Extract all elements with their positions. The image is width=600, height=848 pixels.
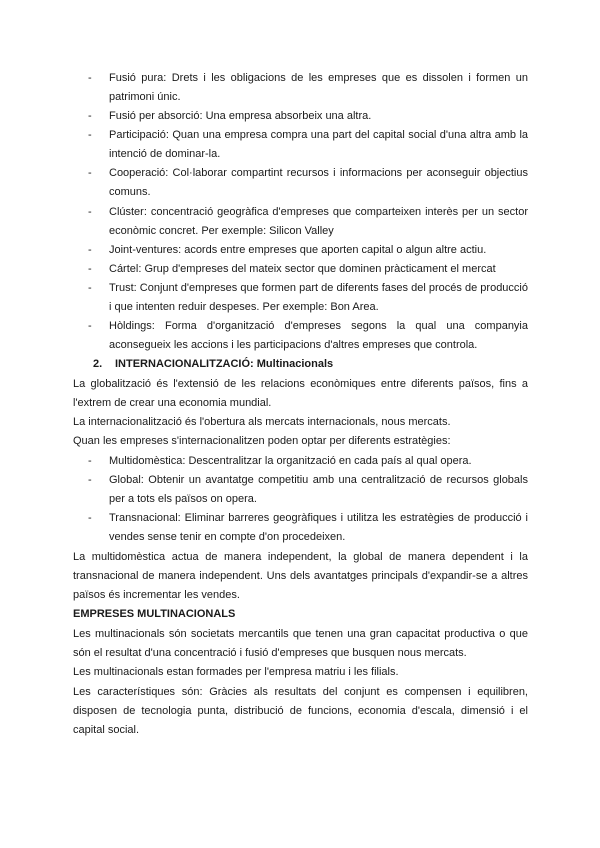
list-item-text: Joint-ventures: acords entre empreses que aporten capital o algun altre actiu. bbox=[109, 244, 487, 256]
list-item bbox=[88, 452, 528, 471]
paragraph: Quan les empreses s'internacionalitzen poden optar per diferents estratègies: bbox=[73, 435, 451, 447]
list-item-text: Transnacional: Eliminar barreres geogràfiques i utilitza les estratègies de producció i vendes sense tenir en compte d'on procedeixen. bbox=[109, 512, 528, 543]
list-item bbox=[88, 69, 528, 107]
bullet-dash: - bbox=[88, 167, 92, 179]
list-item-text: Fusió per absorció: Una empresa absorbeix una altra. bbox=[109, 110, 372, 122]
bullet-dash: - bbox=[88, 110, 92, 122]
list-item-text: Participació: Quan una empresa compra una part del capital social d'una altra amb la intenció de dominar-la. bbox=[109, 129, 528, 160]
bullet-dash: - bbox=[88, 72, 92, 84]
bullet-dash: - bbox=[88, 206, 92, 218]
list-item bbox=[88, 260, 528, 279]
list-item-text: Multidomèstica: Descentralitzar la organització en cada país al qual opera. bbox=[109, 455, 472, 467]
bullet-dash: - bbox=[88, 282, 92, 294]
section-number: 2. bbox=[93, 358, 103, 370]
paragraph: La internacionalització és l'obertura als mercats internacionals, nous mercats. bbox=[73, 416, 451, 428]
section-title: INTERNACIONALITZACIÓ: Multinacionals bbox=[115, 358, 334, 370]
list-item bbox=[88, 279, 528, 317]
bullet-dash: - bbox=[88, 455, 92, 467]
list-item bbox=[88, 509, 528, 547]
paragraph: Les característiques són: Gràcies als resultats del conjunt es compensen i equilibren, disposen de tecnologia punta, distribució de funcions, economia d'escala, dimensió i el capital social. bbox=[73, 686, 528, 736]
list-item bbox=[88, 317, 528, 355]
list-item-text: Fusió pura: Drets i les obligacions de les empreses que es dissolen i formen un patrimoni únic. bbox=[109, 72, 528, 103]
bullet-dash: - bbox=[88, 474, 92, 486]
section-heading bbox=[93, 355, 333, 374]
paragraph: La globalització és l'extensió de les relacions econòmiques entre diferents països, fins a l'extrem de crear una economia mundial. bbox=[73, 378, 528, 409]
bullet-dash: - bbox=[88, 320, 92, 332]
list-item-text: Cooperació: Col·laborar compartint recursos i informacions per aconseguir objectius comuns. bbox=[109, 167, 528, 198]
list-item-text: Clúster: concentració geogràfica d'empreses que comparteixen interès per un sector econòmic concret. Per exemple: Silicon Valley bbox=[109, 206, 528, 237]
list-item-text: Cártel: Grup d'empreses del mateix sector que dominen pràcticament el mercat bbox=[109, 263, 496, 275]
list-item bbox=[88, 471, 528, 509]
list-item-text: Global: Obtenir un avantatge competitiu amb una centralització de recursos globals per a tots els països on opera. bbox=[109, 474, 528, 505]
bullet-dash: - bbox=[88, 244, 92, 256]
list-item bbox=[88, 126, 528, 164]
paragraph: Les multinacionals estan formades per l'empresa matriu i les filials. bbox=[73, 666, 399, 678]
paragraph: Les multinacionals són societats mercantils que tenen una gran capacitat productiva o que són el resultat d'una concentració i fusió d'empreses que busquen nous mercats. bbox=[73, 628, 528, 659]
list-item bbox=[88, 241, 528, 260]
paragraph: La multidomèstica actua de manera independent, la global de manera dependent i la transnacional de manera independent. Uns dels avantatges principals d'expandir-se a altres països és incrementar les vendes. bbox=[73, 551, 528, 601]
list-item bbox=[88, 203, 528, 241]
list-item-text: Trust: Conjunt d'empreses que formen part de diferents fases del procés de producció i que intenten reduir despeses. Per exemple: Bon Area. bbox=[109, 282, 528, 313]
list-item-text: Hòldings: Forma d'organització d'empreses segons la qual una companyia aconsegueix les accions i les participacions d'altres empreses que controla. bbox=[109, 320, 528, 351]
list-item bbox=[88, 164, 528, 202]
bullet-dash: - bbox=[88, 129, 92, 141]
bullet-dash: - bbox=[88, 263, 92, 275]
bullet-dash: - bbox=[88, 512, 92, 524]
list-item bbox=[88, 107, 528, 126]
section-heading: EMPRESES MULTINACIONALS bbox=[73, 608, 236, 620]
